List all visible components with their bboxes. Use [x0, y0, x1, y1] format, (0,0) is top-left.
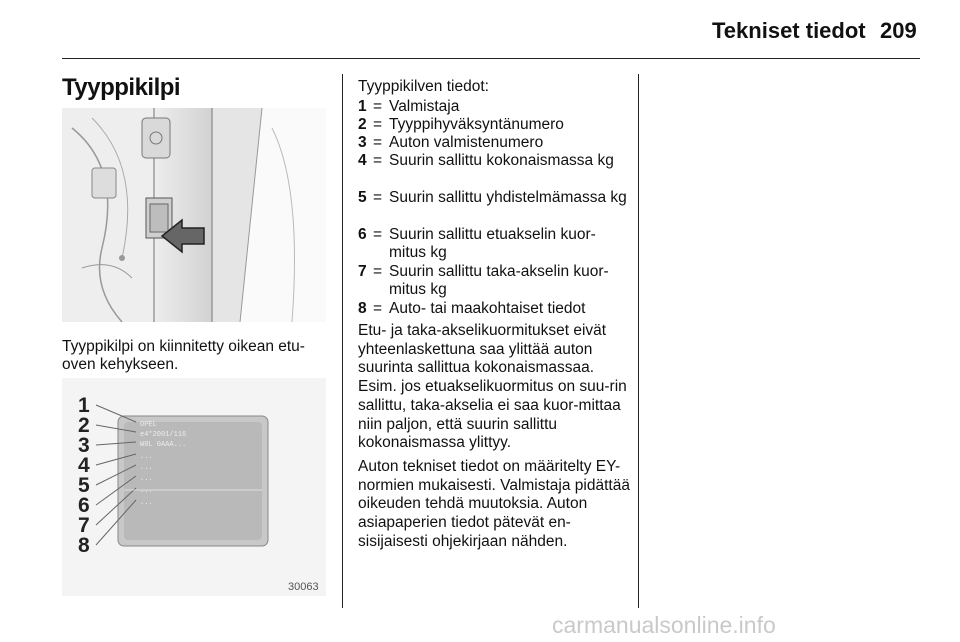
- item-separator: =: [373, 189, 383, 206]
- ec-norms-paragraph: Auton tekniset tiedot on määritelty EY-normien mukaisesti. Valmistaja pidättää oikeuden tehdä muutoksia. Auton asiapaperien tiedot pätevät en-sisijaisesti ohjekirjaan nähden.: [358, 458, 630, 550]
- item-separator: =: [373, 152, 383, 169]
- list-item: [358, 300, 630, 318]
- item-number: 6: [358, 226, 367, 243]
- list-item: [358, 116, 630, 134]
- list-item: [358, 98, 630, 116]
- figure-number: 30063: [288, 581, 319, 593]
- item-separator: =: [373, 98, 383, 115]
- item-number: 2: [358, 116, 367, 133]
- spec-heading: Tyyppikilven tiedot:: [358, 78, 489, 95]
- list-item: [358, 226, 630, 263]
- plate-line-1: OPEL: [140, 421, 157, 429]
- list-item: [358, 152, 630, 189]
- item-text: Suurin sallittu taka-akselin kuor-mitus kg: [389, 263, 609, 298]
- item-text: Auton valmistenumero: [389, 134, 544, 151]
- axle-load-paragraph: Etu- ja taka-akselikuormitukset eivät yhteenlaskettuna saa ylittää auton suurinta sallittua kokonaismassaa. Esim. jos etuakselikuormitus on suu-rin sallittu, taka-akselia ei saa kuor-mittaa niin paljon, että suurin sallittu kokonaismassa ylittyy.: [358, 322, 627, 452]
- type-plate-figure: [62, 378, 326, 596]
- item-separator: =: [373, 134, 383, 151]
- section-title: Tyyppikilpi: [62, 74, 181, 101]
- caption: Tyyppikilpi on kiinnitetty oikean etu-oven kehykseen.: [62, 338, 305, 373]
- item-text: Suurin sallittu kokonaismassa kg: [389, 152, 614, 169]
- item-text: Suurin sallittu etuakselin kuor-mitus kg: [389, 226, 596, 261]
- type-plate-illustration: [62, 378, 326, 596]
- door-frame-figure: [62, 108, 326, 322]
- callout-3: 3: [78, 434, 90, 457]
- item-number: 5: [358, 189, 367, 206]
- plate-line-7: ...: [140, 487, 153, 495]
- plate-line-6: ...: [140, 475, 153, 483]
- plate-line-2: e4*2001/116: [140, 431, 187, 439]
- item-separator: =: [373, 300, 383, 317]
- plate-line-8: ...: [140, 499, 153, 507]
- item-number: 1: [358, 98, 367, 115]
- callout-4: 4: [78, 454, 90, 477]
- item-separator: =: [373, 226, 383, 243]
- page-number: 209: [880, 18, 917, 43]
- item-separator: =: [373, 263, 383, 280]
- item-text: Suurin sallittu yhdistelmämassa kg: [389, 189, 627, 206]
- column-rule-right: [638, 74, 639, 608]
- item-text: Tyyppihyväksyntänumero: [389, 116, 564, 133]
- header-title: Tekniset tiedot: [712, 18, 866, 43]
- door-frame-illustration: [62, 108, 326, 322]
- callout-1: 1: [78, 394, 90, 417]
- callout-2: 2: [78, 414, 90, 437]
- callout-5: 5: [78, 474, 90, 497]
- item-text: Valmistaja: [389, 98, 460, 115]
- plate-line-4: ...: [140, 453, 153, 461]
- plate-line-3: W0L 0AAA...: [140, 441, 187, 449]
- callout-6: 6: [78, 494, 90, 517]
- list-item: [358, 189, 630, 226]
- item-number: 4: [358, 152, 367, 169]
- item-number: 8: [358, 300, 367, 317]
- plate-line-5: ...: [140, 464, 153, 472]
- item-number: 3: [358, 134, 367, 151]
- item-text: Auto- tai maakohtaiset tiedot: [389, 300, 586, 317]
- header-rule: [62, 58, 920, 59]
- item-separator: =: [373, 116, 383, 133]
- list-item: [358, 134, 630, 152]
- callout-7: 7: [78, 514, 90, 537]
- watermark: carmanualsonline.info: [552, 612, 776, 638]
- item-number: 7: [358, 263, 367, 280]
- list-item: [358, 263, 630, 300]
- column-rule-left: [342, 74, 343, 608]
- spec-list: [358, 98, 630, 318]
- callout-8: 8: [78, 534, 90, 557]
